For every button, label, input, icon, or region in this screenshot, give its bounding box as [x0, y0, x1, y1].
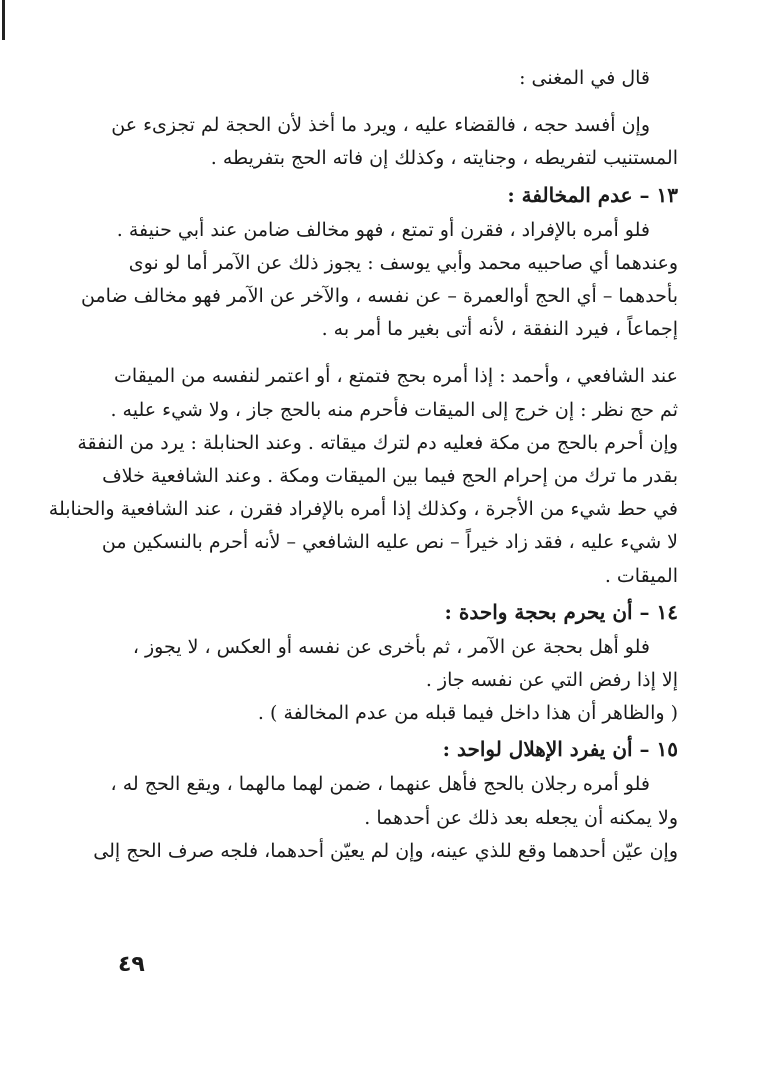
text-line: المستنيب لتفريطه ، وجنايته ، وكذلك إن فاته الحج بتفريطه . — [210, 147, 678, 170]
text-line: بأحدهما – أي الحج أوالعمرة – عن نفسه ، والآخر عن الآمر فهو مخالف ضامن — [81, 285, 678, 308]
text-line: بقدر ما ترك من إحرام الحج فيما بين الميقات ومكة . وعند الشافعية خلاف — [102, 465, 678, 488]
text-line: فلو أمره رجلان بالحج فأهل عنهما ، ضمن لهما مالهما ، ويقع الحج له ، — [110, 773, 650, 796]
text-line: لا شيء عليه ، فقد زاد خيراً – نص عليه الشافعي – لأنه أحرم بالنسكين من — [101, 531, 678, 554]
section-heading: ١٣ – عدم المخالفة : — [507, 182, 678, 207]
text-line: وإن عيّن أحدهما وقع للذي عينه، وإن لم يعيّن أحدهما، فلجه صرف الحج إلى — [93, 839, 678, 862]
paragraph — [93, 768, 678, 868]
paragraph — [81, 214, 678, 347]
text-line: وإن أحرم بالحج من مكة فعليه دم لترك ميقاته . وعند الحنابلة : يرد من النفقة — [77, 431, 678, 454]
text-line: إلا إذا رفض التي عن نفسه جاز . — [425, 669, 678, 692]
text-line: ( والظاهر أن هذا داخل فيما قبله من عدم المخالفة ) . — [257, 702, 678, 725]
paragraph — [118, 631, 678, 731]
scan-edge-mark — [2, 0, 5, 40]
text-line: قال في المغنى : — [519, 67, 650, 89]
paragraph-gap — [118, 95, 678, 109]
text-line: في حط شيء من الأجرة ، وكذلك إذا أمره بالإفراد فقرن ، عند الشافعية والحنابلة — [48, 498, 678, 521]
page-number: ٤٩ — [118, 952, 145, 977]
paragraph — [48, 360, 678, 592]
text-line: وعندهما أي صاحبيه محمد وأبي يوسف : يجوز ذلك عن الآمر أما لو نوى — [128, 251, 678, 274]
paragraph — [118, 62, 678, 95]
text-line: عند الشافعي ، وأحمد : إذا أمره بحج فتمتع ، أو اعتمر لنفسه من الميقات — [114, 365, 678, 388]
text-line: فلو أمره بالإفراد ، فقرن أو تمتع ، فهو مخالف ضامن عند أبي حنيفة . — [116, 218, 650, 241]
paragraph-gap — [118, 346, 678, 360]
text-line: ثم حج نظر : إن خرج إلى الميقات فأحرم منه بالحج جاز ، ولا شيء عليه . — [110, 398, 678, 421]
section-heading: ١٥ – أن يفرد الإهلال لواحد : — [442, 737, 678, 762]
paragraph — [111, 109, 678, 175]
text-line: فلو أهل بحجة عن الآمر ، ثم بأخرى عن نفسه أو العكس ، لا يجوز ، — [132, 635, 650, 658]
text-line: وإن أفسد حجه ، فالقضاء عليه ، ويرد ما أخذ لأن الحجة لم تجزىء عن — [111, 114, 650, 137]
text-line: الميقات . — [604, 564, 678, 587]
text-line: ولا يمكنه أن يجعله بعد ذلك عن أحدهما . — [364, 806, 678, 829]
section-heading: ١٤ – أن يحرم بحجة واحدة : — [444, 599, 678, 624]
document-page — [48, 62, 678, 868]
text-line: إجماعاً ، فيرد النفقة ، لأنه أتى بغير ما أمر به . — [321, 318, 678, 341]
